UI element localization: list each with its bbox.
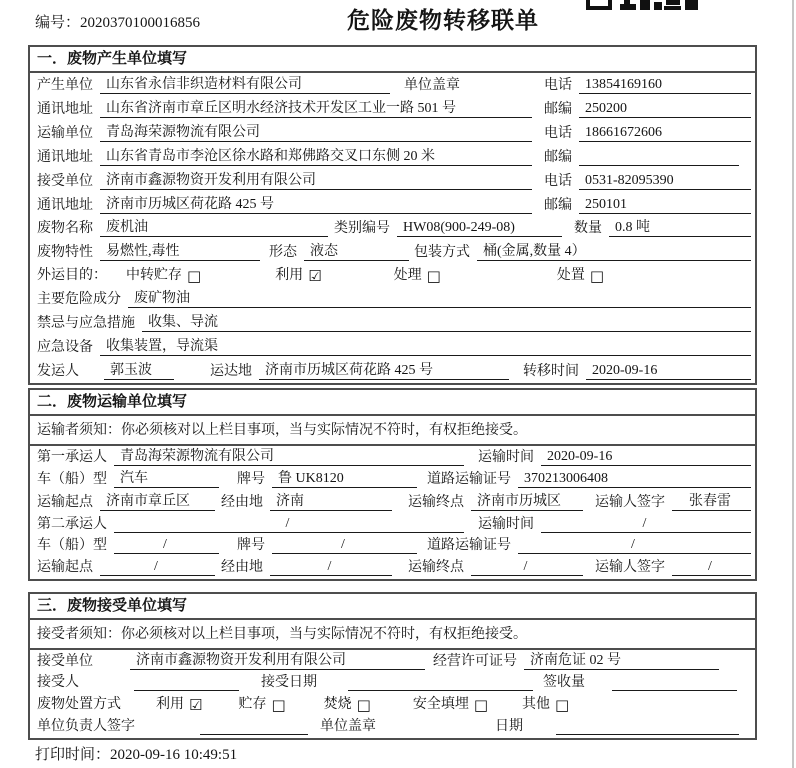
receiver-notice: 接受者须知：你必须核对以上栏目事项，当与实际情况不符时，有权拒绝接受。 [30, 620, 755, 650]
field-label: 废物特性 [37, 245, 93, 261]
field-label: 通讯地址 [37, 101, 93, 117]
section-receiver [28, 592, 757, 740]
field-value: 济南市历城区荷花路 425 号 [100, 193, 532, 214]
field-label: 通讯地址 [37, 149, 93, 165]
field-value: / [114, 537, 219, 554]
field-label: 运输终点 [408, 494, 464, 510]
field-value: 液态 [304, 240, 409, 261]
field-value: HW08(900-249-08) [397, 220, 562, 237]
field-value-blank [134, 690, 239, 691]
section-1-header: 一．废物产生单位填写 [30, 47, 755, 73]
checkbox-landfill: □ [473, 696, 489, 715]
field-value: 济南市历城区荷花路 425 号 [259, 359, 509, 380]
field-label: 运输时间 [478, 516, 534, 532]
unit-seal-label: 单位盖章 [320, 719, 376, 734]
field-value: 山东省永信非织造材料有限公司 [100, 73, 390, 94]
field-label: 运输起点 [37, 494, 93, 510]
field-label: 邮编 [544, 197, 572, 213]
row-consignor [30, 359, 755, 383]
option-label: 贮存 [238, 697, 267, 713]
field-label: 电话 [544, 173, 572, 189]
option-label: 焚烧 [323, 697, 352, 713]
field-value: 济南市鑫源物资开发利用有限公司 [100, 169, 532, 190]
field-value: 济南市历城区 [471, 490, 583, 511]
print-time-value: 2020-09-16 10:49:51 [110, 747, 238, 763]
carrier-signature: / [672, 559, 751, 576]
field-label: 电话 [544, 77, 572, 93]
option-transfer-storage [126, 264, 201, 284]
field-value: 青岛海荣源物流有限公司 [100, 121, 532, 142]
field-label: 接受日期 [261, 675, 317, 691]
option-label: 中转贮存 [126, 268, 182, 284]
print-time [35, 743, 237, 764]
field-value-blank [348, 690, 533, 691]
field-label: 邮编 [544, 149, 572, 165]
checkbox-dispose: □ [589, 267, 605, 286]
row-receiving-unit [30, 169, 755, 193]
checkbox-utilize-checked: ☑ [308, 267, 322, 286]
field-label: 形态 [269, 245, 297, 261]
checkbox-storage: □ [271, 696, 286, 715]
field-value: / [471, 559, 583, 576]
field-label: 外运目的： [37, 268, 107, 284]
unit-seal-label: 单位盖章 [404, 77, 460, 93]
option-label: 利用 [156, 697, 184, 713]
option-dispose [557, 264, 604, 284]
field-label: 发运人 [37, 363, 79, 379]
field-value: / [518, 537, 751, 554]
serial-number [35, 11, 200, 32]
row-producing-unit [30, 73, 755, 97]
field-label: 包装方式 [414, 245, 470, 261]
field-label: 运输人签字 [595, 560, 665, 576]
field-value: / [100, 559, 215, 576]
window-edge-divider [792, 0, 794, 768]
option-utilize [275, 264, 321, 284]
field-value: 山东省青岛市李沧区徐水路和郑佛路交叉口东侧 20 米 [100, 145, 532, 166]
field-label: 类别编号 [334, 221, 390, 237]
option-treat [394, 264, 441, 284]
field-value-blank [200, 734, 308, 735]
option-label: 处置 [556, 268, 585, 284]
form-title: 危险废物转移联单 [347, 8, 539, 33]
field-value: 0.8 吨 [609, 216, 751, 237]
field-value: 鲁 UK8120 [272, 467, 417, 488]
serial-label: 编号： [35, 15, 81, 31]
option-landfill [413, 693, 488, 713]
field-label: 应急设备 [37, 340, 93, 356]
field-label: 签收量 [543, 675, 585, 691]
row-route-1 [30, 491, 755, 514]
field-label: 产生单位 [37, 77, 93, 93]
field-value: 废矿物油 [128, 287, 751, 308]
field-label: 车（船）型 [37, 472, 107, 488]
section-2-header: 二．废物运输单位填写 [30, 390, 755, 416]
field-label: 废物处置方式 [37, 697, 121, 713]
field-label: 主要危险成分 [37, 292, 121, 308]
row-producer-address [30, 97, 755, 121]
field-value: 济南 [270, 490, 392, 511]
field-value: / [114, 516, 464, 533]
field-value: 2020-09-16 [586, 363, 751, 380]
field-label: 运输时间 [478, 449, 534, 465]
field-label: 电话 [544, 125, 572, 141]
serial-value: 2020370100016856 [80, 15, 201, 31]
carrier-signature: 张春雷 [672, 490, 751, 511]
field-value: 汽车 [114, 467, 219, 488]
checkbox-incinerate: □ [356, 696, 371, 715]
field-value: / [270, 559, 392, 576]
option-label: 安全填埋 [412, 697, 469, 713]
checkbox-utilize-checked: ☑ [189, 696, 203, 715]
row-route-2 [30, 557, 755, 579]
field-label: 运输单位 [37, 125, 93, 141]
row-transport-unit [30, 121, 755, 145]
field-label: 第二承运人 [37, 516, 107, 532]
row-waste-characteristics [30, 240, 755, 264]
option-label: 其他 [522, 697, 551, 713]
field-value: 13854169160 [579, 77, 751, 94]
option-other [522, 693, 569, 713]
field-value: 370213006408 [518, 471, 751, 488]
row-transfer-purpose [30, 264, 755, 287]
field-label: 单位负责人签字 [37, 719, 135, 734]
row-emergency-equipment [30, 335, 755, 359]
row-vehicle-2 [30, 536, 755, 558]
field-label: 车（船）型 [37, 538, 107, 554]
checkbox-other: □ [555, 696, 570, 715]
field-label: 经由地 [221, 560, 263, 576]
field-label: 禁忌与应急措施 [37, 316, 135, 332]
row-second-carrier [30, 514, 755, 536]
row-vehicle-1 [30, 469, 755, 492]
field-label: 运达地 [210, 363, 252, 379]
section-transporter [28, 388, 757, 581]
field-value: 收集装置，导流渠 [100, 335, 751, 356]
field-value: 2020-09-16 [541, 449, 751, 466]
qr-code-fragment [586, 0, 698, 10]
field-label: 接受单位 [37, 653, 93, 669]
field-label: 经由地 [221, 494, 263, 510]
field-label: 废物名称 [37, 221, 93, 237]
field-label: 运输起点 [37, 560, 93, 576]
field-label: 数量 [574, 221, 602, 237]
field-label: 道路运输证号 [427, 472, 511, 488]
field-label: 第一承运人 [37, 449, 107, 465]
field-label: 牌号 [237, 472, 265, 488]
option-label: 利用 [275, 268, 304, 284]
field-value: / [272, 537, 417, 554]
field-value: / [541, 516, 751, 533]
field-value-blank [612, 690, 737, 691]
field-label: 道路运输证号 [427, 538, 511, 554]
field-value: 废机油 [100, 216, 328, 237]
field-value: 桶(金属,数量 4） [477, 240, 751, 261]
field-label: 接受人 [37, 675, 79, 691]
row-transporter-address [30, 145, 755, 169]
field-label: 牌号 [237, 538, 265, 554]
field-value: 250101 [579, 197, 751, 214]
print-time-label: 打印时间： [35, 747, 111, 763]
field-label: 通讯地址 [37, 197, 93, 213]
option-utilize [156, 693, 202, 713]
row-first-carrier [30, 446, 755, 469]
field-value: 济南危证 02 号 [524, 649, 719, 670]
field-value-blank [556, 734, 739, 735]
row-disposal-method [30, 694, 755, 716]
field-value-blank [579, 165, 739, 166]
section-producer [28, 45, 757, 385]
field-value: 18661672606 [579, 125, 751, 142]
field-value: 山东省济南市章丘区明水经济技术开发区工业一路 501 号 [100, 97, 532, 118]
field-label: 日期 [495, 719, 523, 734]
field-label: 运输人签字 [595, 494, 665, 510]
checkbox-transfer-storage: □ [187, 267, 202, 286]
field-label: 转移时间 [523, 363, 579, 379]
row-receiver-person [30, 673, 755, 695]
checkbox-treat: □ [426, 267, 441, 286]
field-value: 青岛海荣源物流有限公司 [114, 445, 464, 466]
field-label: 经营许可证号 [433, 653, 517, 669]
row-waste-name [30, 217, 755, 241]
row-contraindications [30, 311, 755, 335]
row-responsible-signature [30, 716, 755, 738]
option-storage [238, 693, 285, 713]
field-value: 易燃性,毒性 [100, 240, 260, 261]
section-3-header: 三．废物接受单位填写 [30, 594, 755, 620]
row-receiver-address [30, 193, 755, 217]
field-label: 邮编 [544, 101, 572, 117]
option-incinerate [324, 693, 371, 713]
field-value: 济南市鑫源物资开发利用有限公司 [130, 649, 425, 670]
row-hazard-components [30, 287, 755, 311]
field-value: 收集、导流 [142, 311, 751, 332]
field-label: 接受单位 [37, 173, 93, 189]
field-value: 0531-82095390 [579, 173, 751, 190]
option-label: 处理 [393, 268, 422, 284]
row-receiving-unit-confirm [30, 650, 755, 673]
field-value: 郭玉波 [104, 359, 174, 380]
field-value: 250200 [579, 101, 751, 118]
transporter-notice: 运输者须知：你必须核对以上栏目事项，当与实际情况不符时，有权拒绝接受。 [30, 416, 755, 446]
field-value: 济南市章丘区 [100, 490, 215, 511]
field-label: 运输终点 [408, 560, 464, 576]
